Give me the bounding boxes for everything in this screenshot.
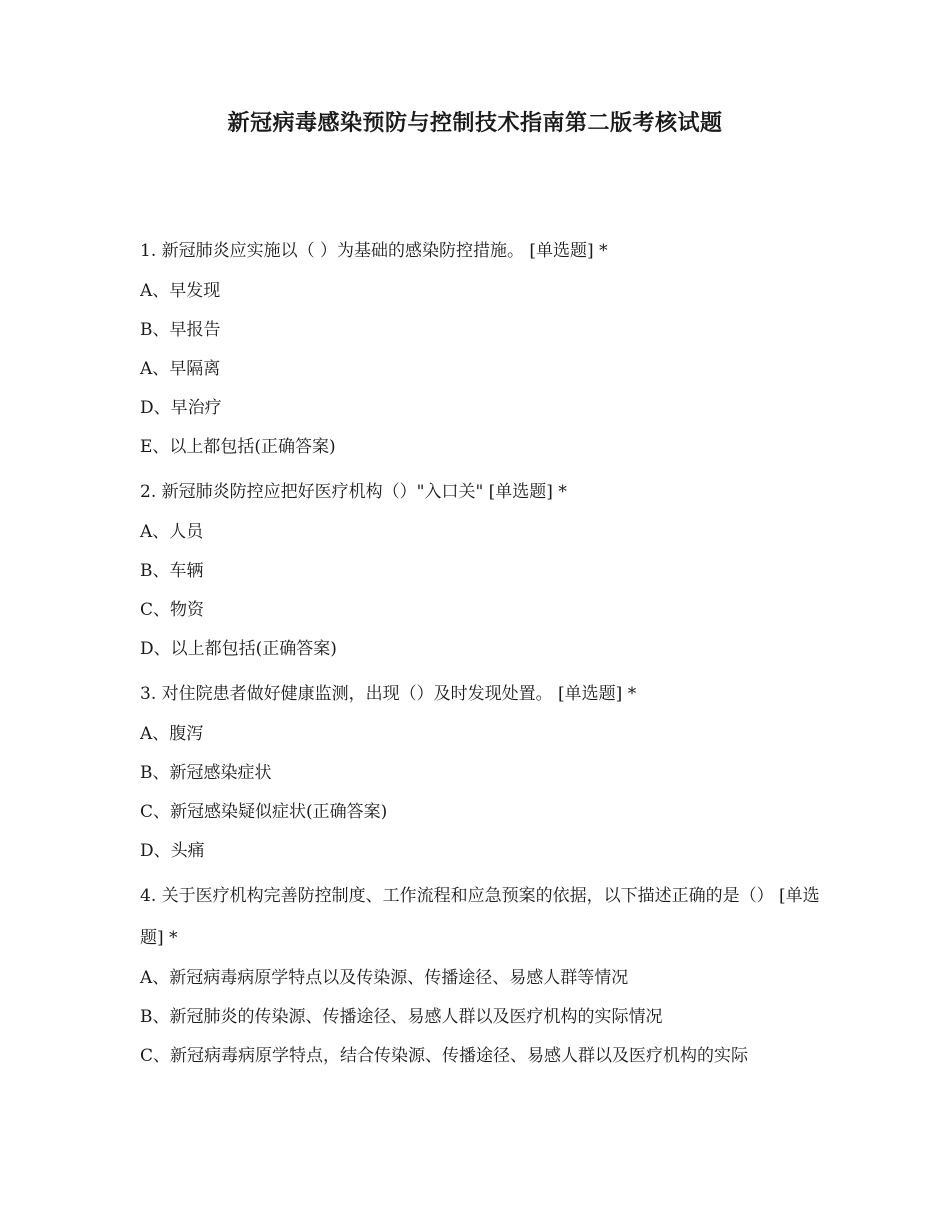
question-4: [140, 875, 820, 1076]
option: D、头痛: [140, 841, 205, 861]
option: C、新冠病毒病原学特点，结合传染源、传播途径、易感人群以及医疗机构的实际: [140, 1046, 749, 1066]
question-text: 1. 新冠肺炎应实施以（ ）为基础的感染防控措施。 [单选题] *: [140, 241, 608, 261]
question-text: 4. 关于医疗机构完善防控制度、工作流程和应急预案的依据，以下描述正确的是（） [单选题] *: [140, 886, 820, 948]
question-3: [140, 673, 820, 871]
option: B、新冠肺炎的传染源、传播途径、易感人群以及医疗机构的实际情况: [140, 1007, 663, 1027]
option: C、物资: [140, 600, 205, 620]
question-list: [140, 230, 820, 1076]
option: D、早治疗: [140, 398, 222, 418]
option: A、早发现: [140, 281, 221, 301]
document-title: 新冠病毒感染预防与控制技术指南第二版考核试题: [227, 111, 723, 136]
option: A、新冠病毒病原学特点以及传染源、传播途径、易感人群等情况: [140, 968, 629, 988]
option: B、车辆: [140, 561, 204, 581]
question-text: 3. 对住院患者做好健康监测，出现（）及时发现处置。 [单选题] *: [140, 684, 637, 704]
option: A、腹泻: [140, 724, 204, 744]
question-2: [140, 471, 820, 669]
option: A、人员: [140, 522, 204, 542]
question-text: 2. 新冠肺炎防控应把好医疗机构（）"入口关" [单选题] *: [140, 482, 567, 502]
option-correct: C、新冠感染疑似症状(正确答案): [140, 802, 388, 822]
question-1: [140, 230, 820, 467]
option: B、新冠感染症状: [140, 763, 272, 783]
option-correct: D、以上都包括(正确答案): [140, 639, 337, 659]
option-correct: E、以上都包括(正确答案): [140, 437, 336, 457]
option: B、早报告: [140, 320, 221, 340]
option: A、早隔离: [140, 359, 221, 379]
